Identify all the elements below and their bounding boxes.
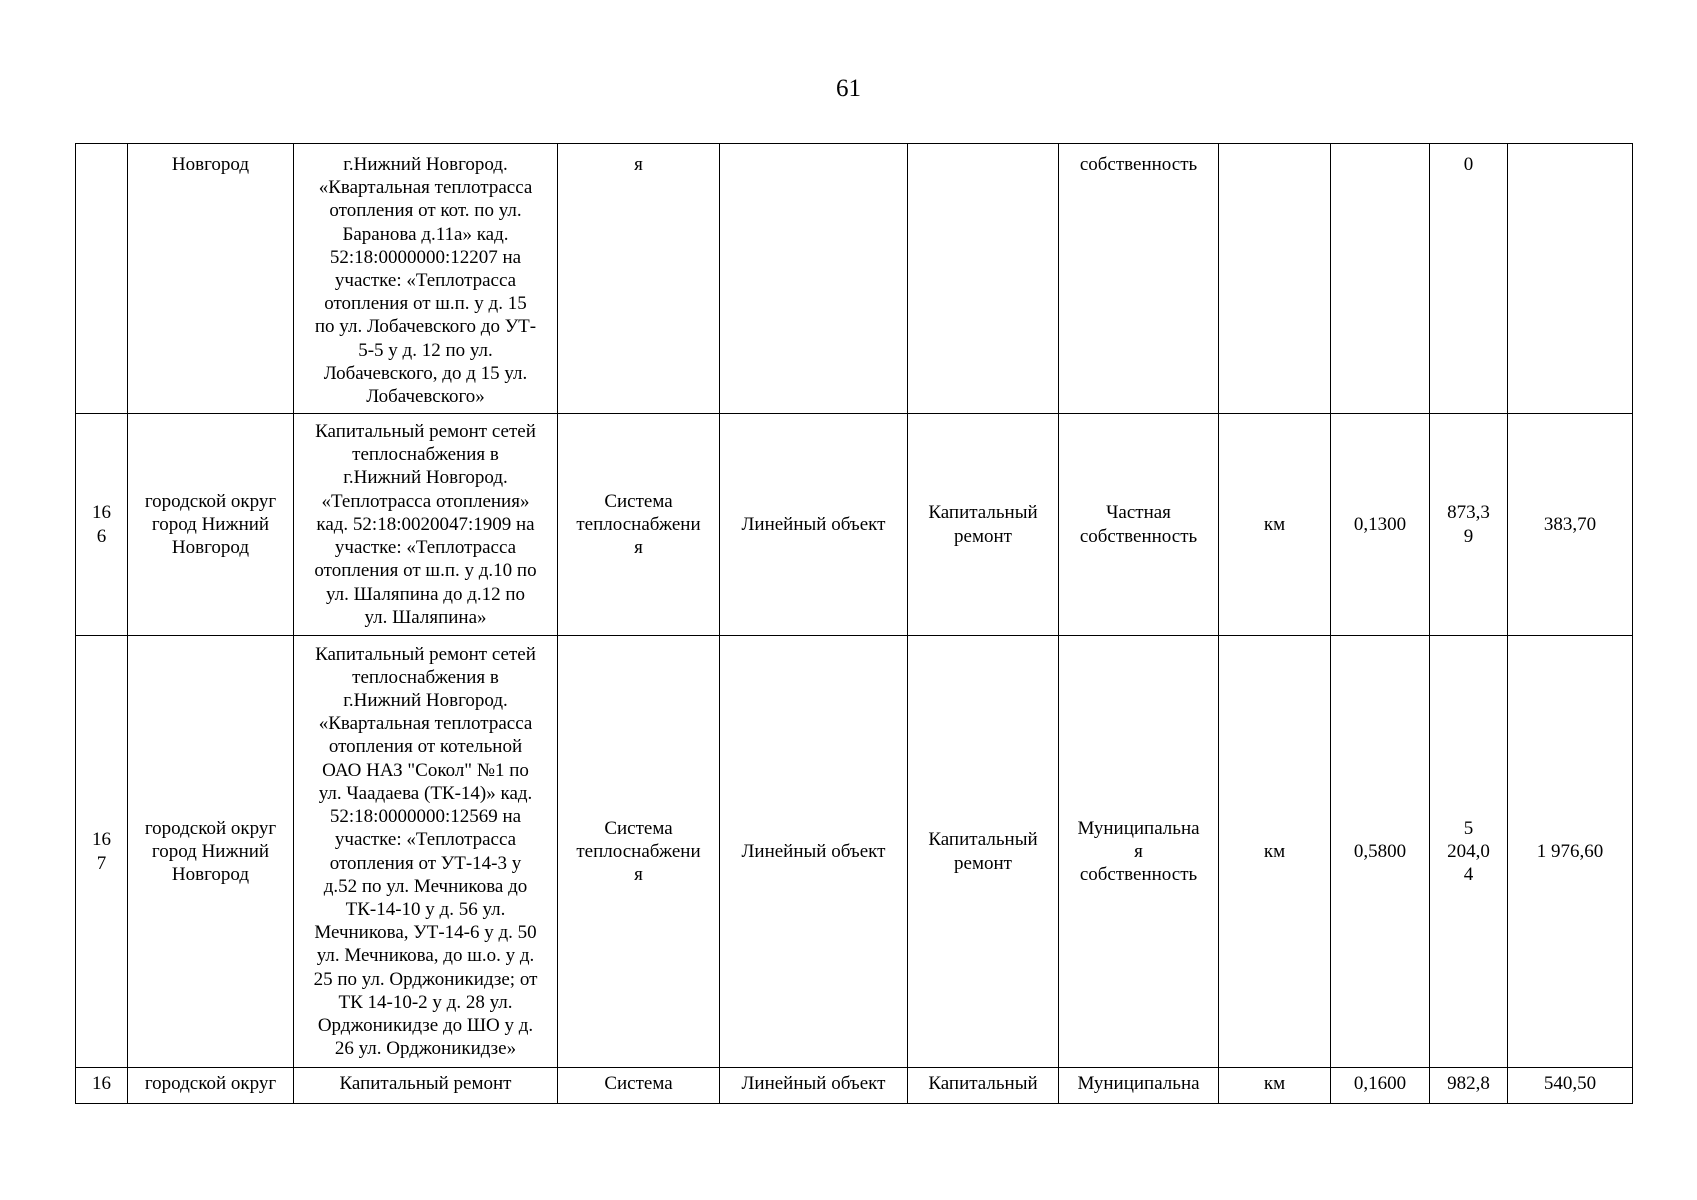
unit-cell: км (1219, 636, 1331, 1068)
quantity-cell: 0,1300 (1331, 414, 1430, 636)
system-cell: я (558, 144, 720, 414)
ownership-cell: Частная собственность (1059, 414, 1219, 636)
work-type-cell: Капитальный ремонт (908, 636, 1059, 1068)
table-row (76, 636, 1633, 1068)
system-cell: Система теплоснабжени я (558, 414, 720, 636)
quantity-cell: 0,5800 (1331, 636, 1430, 1068)
municipality-cell: городской округ (128, 1068, 294, 1104)
municipality-cell: городской округ город Нижний Новгород (128, 414, 294, 636)
object-name-cell: г.Нижний Новгород. «Квартальная теплотрасса отопления от кот. по ул. Баранова д.11а» кад. 52:18:0000000:12207 на участке: «Теплотрасса отопления от ш.п. у д. 15 по ул. Лобачевского до УТ- 5-5 у д. 12 по ул. Лобачевского, до д 15 ул. Лобачевского» (294, 144, 558, 414)
unit-cell: км (1219, 1068, 1331, 1104)
row-number-cell (76, 144, 128, 414)
amount-cell: 1 976,60 (1508, 636, 1633, 1068)
municipality-cell: Новгород (128, 144, 294, 414)
ownership-cell: Муниципальна (1059, 1068, 1219, 1104)
table-row (76, 414, 1633, 636)
unit-cost-cell: 5 204,0 4 (1430, 636, 1508, 1068)
amount-cell: 383,70 (1508, 414, 1633, 636)
ownership-cell: собственность (1059, 144, 1219, 414)
quantity-cell (1331, 144, 1430, 414)
work-type-cell: Капитальный ремонт (908, 414, 1059, 636)
table-row (76, 144, 1633, 414)
work-type-cell (908, 144, 1059, 414)
page-number: 61 (836, 75, 861, 102)
object-name-cell: Капитальный ремонт сетей теплоснабжения в г.Нижний Новгород. «Квартальная теплотрасса отопления от котельной ОАО НАЗ "Сокол" №1 по ул. Чаадаева (ТК-14)» кад. 52:18:0000000:12569 на участке: «Теплотрасса отопления от УТ-14-3 у д.52 по ул. Мечникова до ТК-14-10 у д. 56 ул. Мечникова, УТ-14-6 у д. 50 ул. Мечникова, до ш.о. у д. 25 по ул. Орджоникидзе; от ТК 14-10-2 у д. 28 ул. Орджоникидзе до ШО у д. 26 ул. Орджоникидзе» (294, 636, 558, 1068)
object-name-cell: Капитальный ремонт сетей теплоснабжения в г.Нижний Новгород. «Теплотрасса отопления» кад. 52:18:0020047:1909 на участке: «Теплотрасса отопления от ш.п. у д.10 по ул. Шаляпина до д.12 по ул. Шаляпина» (294, 414, 558, 636)
object-type-cell: Линейный объект (720, 414, 908, 636)
object-name-cell: Капитальный ремонт (294, 1068, 558, 1104)
quantity-cell: 0,1600 (1331, 1068, 1430, 1104)
amount-cell (1508, 144, 1633, 414)
unit-cell: км (1219, 414, 1331, 636)
object-type-cell: Линейный объект (720, 1068, 908, 1104)
unit-cost-cell: 0 (1430, 144, 1508, 414)
amount-cell: 540,50 (1508, 1068, 1633, 1104)
system-cell: Система теплоснабжени я (558, 636, 720, 1068)
object-type-cell: Линейный объект (720, 636, 908, 1068)
row-number-cell: 16 7 (76, 636, 128, 1068)
unit-cost-cell: 873,3 9 (1430, 414, 1508, 636)
unit-cost-cell: 982,8 (1430, 1068, 1508, 1104)
investment-table (75, 143, 1633, 1104)
table-row (76, 1068, 1633, 1104)
unit-cell (1219, 144, 1331, 414)
object-type-cell (720, 144, 908, 414)
work-type-cell: Капитальный (908, 1068, 1059, 1104)
municipality-cell: городской округ город Нижний Новгород (128, 636, 294, 1068)
row-number-cell: 16 (76, 1068, 128, 1104)
system-cell: Система (558, 1068, 720, 1104)
ownership-cell: Муниципальна я собственность (1059, 636, 1219, 1068)
row-number-cell: 16 6 (76, 414, 128, 636)
